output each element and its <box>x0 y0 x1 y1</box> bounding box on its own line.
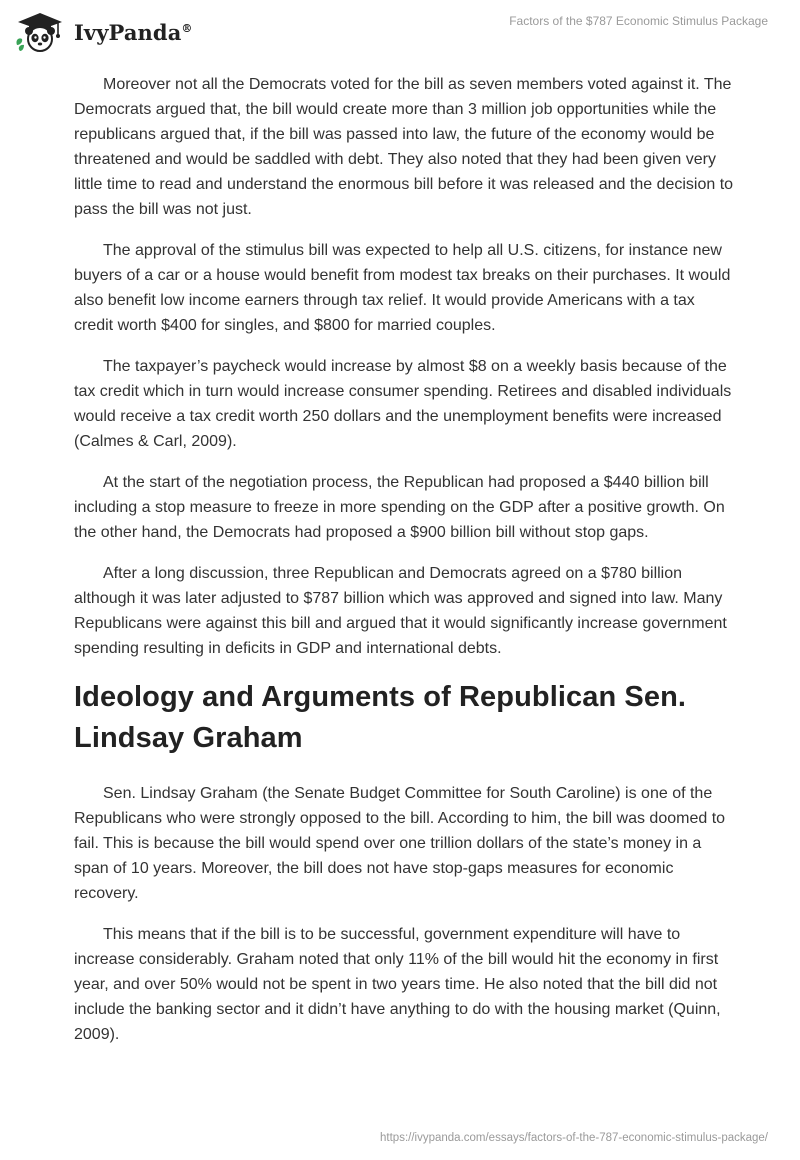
paragraph: At the start of the negotiation process, the Republican had proposed a $440 billion bill including a stop measure to freeze in more spending on the GDP after a positive growth. On the other hand, the Democrats had proposed a $900 billion bill without stop gaps. <box>74 474 725 541</box>
panda-graduate-icon <box>14 11 66 53</box>
paragraph: Moreover not all the Democrats voted for the bill as seven members voted against it. The Democrats argued that, the bill would create more than 3 million job opportunities while the republicans argued that, if the bill was passed into law, the future of the economy would be threatened and would be saddled with debt. They also noted that they had been given very little time to read and understand the enormous bill before it was released and the decision to pass the bill was not just. <box>74 76 734 218</box>
page-header <box>0 0 800 64</box>
logo-text: IvyPanda® <box>74 19 193 45</box>
paragraph: The approval of the stimulus bill was expected to help all U.S. citizens, for instance new buyers of a car or a house would benefit from modest tax breaks on their purchases. It would also benefit low income earners through tax relief. It would provide Americans with a tax credit worth $400 for singles, and $800 for married couples. <box>74 242 731 334</box>
paragraph: After a long discussion, three Republican and Democrats agreed on a $780 billion although it was later adjusted to $787 billion which was approved and signed into law. Many Republicans were against this bill and argued that it would significantly increase government spending resulting in deficits in GDP and international debts. <box>74 565 727 657</box>
paragraph: Sen. Lindsay Graham (the Senate Budget Committee for South Caroline) is one of the Republicans who were strongly opposed to the bill. According to him, the bill was doomed to fail. This is because the bill would spend over one trillion dollars of the state’s money in a span of 10 years. Moreover, the bill does not have stop-gaps measures for economic recovery. <box>74 785 726 902</box>
paragraph: The taxpayer’s paycheck would increase by almost $8 on a weekly basis because of the tax credit which in turn would increase consumer spending. Retirees and disabled individuals would receive a tax credit worth 250 dollars and the unemployment benefits were increased (Calmes & Carl, 2009). <box>74 358 732 450</box>
essay-content <box>74 72 734 1063</box>
document-title: Factors of the $787 Economic Stimulus Package <box>509 14 768 28</box>
paragraph: This means that if the bill is to be successful, government expenditure will have to increase considerably. Graham noted that only 11% of the bill would hit the economy in first year, and over 50% would not be spent in two years time. He also noted that the bill did not include the banking sector and it didn’t have anything to do with the housing market (Quinn, 2009). <box>74 926 721 1043</box>
footer-url[interactable]: https://ivypanda.com/essays/factors-of-the-787-economic-stimulus-package/ <box>380 1132 768 1144</box>
ivypanda-logo[interactable] <box>14 10 193 54</box>
section-heading: Ideology and Arguments of Republican Sen. Lindsay Graham <box>74 681 687 754</box>
